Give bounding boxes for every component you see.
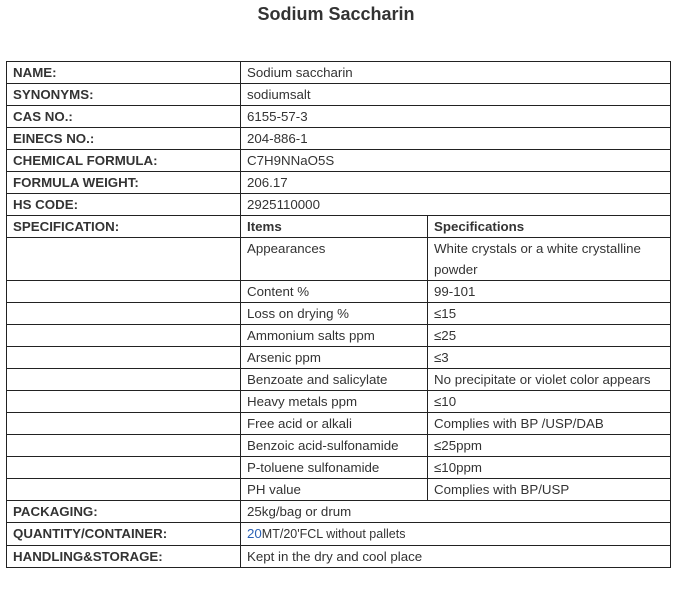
row-value [241, 523, 671, 546]
spec-value: ≤25ppm [428, 435, 671, 457]
table-row [7, 106, 671, 128]
spec-value: Complies with BP/USP [428, 479, 671, 501]
row-label: HANDLING&STORAGE: [7, 546, 241, 568]
spec-item: Loss on drying % [241, 303, 428, 325]
spec-item: Content % [241, 281, 428, 303]
row-value: 206.17 [241, 172, 671, 194]
spec-item: Appearances [241, 238, 428, 281]
specs-header: Specifications [428, 216, 671, 238]
table-row [7, 303, 671, 325]
table-row [7, 369, 671, 391]
empty-cell [7, 303, 241, 325]
spec-value: Complies with BP /USP/DAB [428, 413, 671, 435]
row-label: PACKAGING: [7, 501, 241, 523]
row-value: C7H9NNaO5S [241, 150, 671, 172]
spec-item: Heavy metals ppm [241, 391, 428, 413]
spec-value: ≤25 [428, 325, 671, 347]
spec-value: ≤3 [428, 347, 671, 369]
spec-item: P-toluene sulfonamide [241, 457, 428, 479]
row-value: 2925110000 [241, 194, 671, 216]
quantity-number: 20 [247, 526, 262, 541]
spec-item: Benzoate and salicylate [241, 369, 428, 391]
spec-value: ≤10 [428, 391, 671, 413]
table-row [7, 194, 671, 216]
table-row [7, 62, 671, 84]
spec-item: Arsenic ppm [241, 347, 428, 369]
table-row [7, 128, 671, 150]
empty-cell [7, 391, 241, 413]
spec-value: ≤15 [428, 303, 671, 325]
spec-value: No precipitate or violet color appears [428, 369, 671, 391]
table-row [7, 281, 671, 303]
spec-item: Free acid or alkali [241, 413, 428, 435]
empty-cell [7, 325, 241, 347]
spec-item: Ammonium salts ppm [241, 325, 428, 347]
table-row [7, 172, 671, 194]
empty-cell [7, 479, 241, 501]
row-value: Kept in the dry and cool place [241, 546, 671, 568]
table-row [7, 435, 671, 457]
table-row [7, 457, 671, 479]
table-row [7, 325, 671, 347]
spec-value: White crystals or a white crystalline powder [428, 238, 671, 281]
empty-cell [7, 238, 241, 281]
row-label: NAME: [7, 62, 241, 84]
table-row [7, 413, 671, 435]
row-label: CHEMICAL FORMULA: [7, 150, 241, 172]
table-row [7, 479, 671, 501]
table-row [7, 84, 671, 106]
empty-cell [7, 347, 241, 369]
table-row [7, 238, 671, 281]
row-label: SPECIFICATION: [7, 216, 241, 238]
empty-cell [7, 281, 241, 303]
table-row [7, 501, 671, 523]
row-label: CAS NO.: [7, 106, 241, 128]
spec-item: Benzoic acid-sulfonamide [241, 435, 428, 457]
row-label: EINECS NO.: [7, 128, 241, 150]
empty-cell [7, 413, 241, 435]
row-value: 6155-57-3 [241, 106, 671, 128]
row-value: 204-886-1 [241, 128, 671, 150]
row-value: 25kg/bag or drum [241, 501, 671, 523]
spec-value: 99-101 [428, 281, 671, 303]
row-label: SYNONYMS: [7, 84, 241, 106]
spec-value: ≤10ppm [428, 457, 671, 479]
spec-item: PH value [241, 479, 428, 501]
row-value: Sodium saccharin [241, 62, 671, 84]
table-row [7, 150, 671, 172]
page-title: Sodium Saccharin [257, 4, 415, 24]
table-row [7, 391, 671, 413]
empty-cell [7, 435, 241, 457]
table-row [7, 546, 671, 568]
table-row [7, 523, 671, 546]
empty-cell [7, 369, 241, 391]
quantity-rest: MT/20'FCL without pallets [261, 527, 406, 541]
table-row [7, 347, 671, 369]
product-spec-table [6, 61, 671, 568]
row-label: QUANTITY/CONTAINER: [7, 523, 241, 546]
row-value: sodiumsalt [241, 84, 671, 106]
table-row [7, 216, 671, 238]
empty-cell [7, 457, 241, 479]
row-label: FORMULA WEIGHT: [7, 172, 241, 194]
row-label: HS CODE: [7, 194, 241, 216]
items-header: Items [241, 216, 428, 238]
